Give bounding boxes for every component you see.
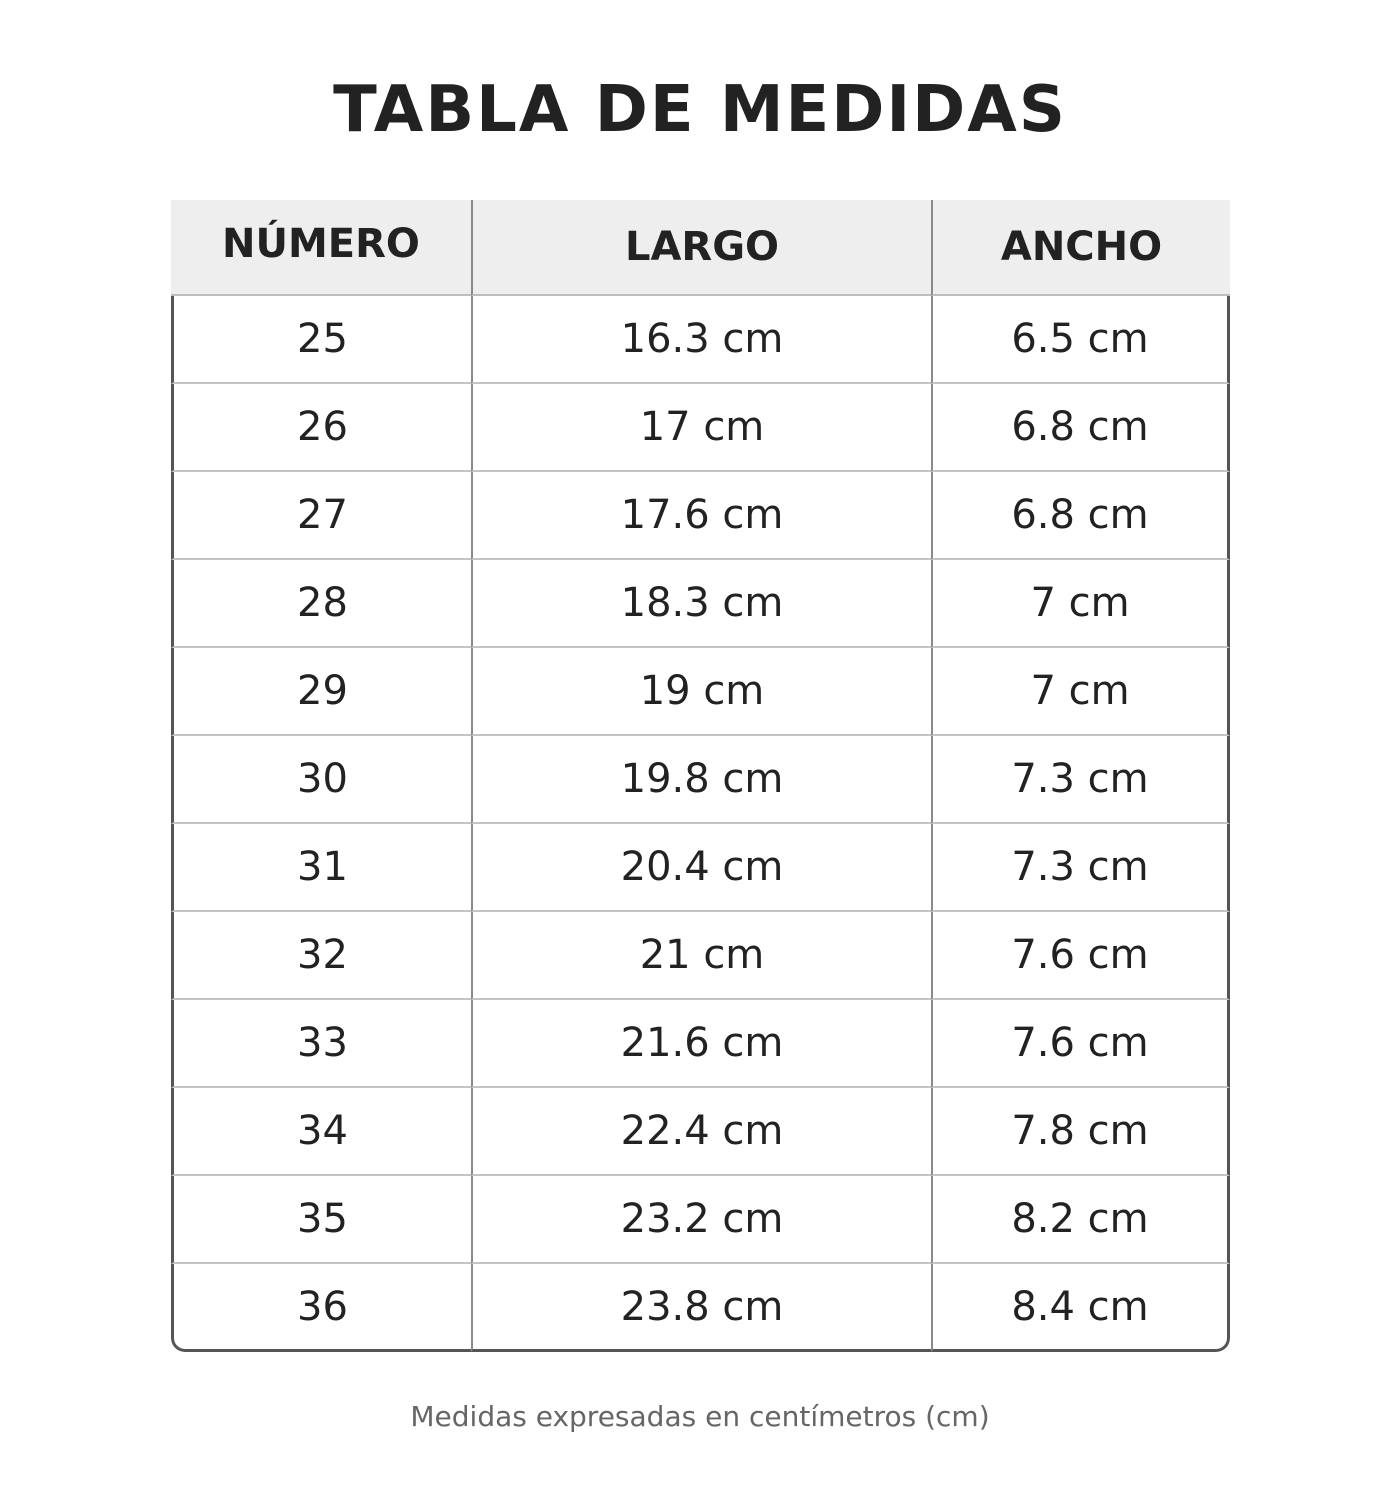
cell-ancho: 6.8 cm [931,472,1230,560]
cell-largo: 19 cm [471,648,931,736]
cell-largo: 17 cm [471,384,931,472]
cell-numero: 25 [171,296,471,384]
cell-numero: 36 [171,1264,471,1352]
cell-largo: 18.3 cm [471,560,931,648]
cell-numero: 32 [171,912,471,1000]
cell-ancho: 7.6 cm [931,912,1230,1000]
cell-largo: 19.8 cm [471,736,931,824]
footnote: Medidas expresadas en centímetros (cm) [410,1400,990,1433]
column-header-numero: NÚMERO [171,200,471,296]
cell-largo: 17.6 cm [471,472,931,560]
cell-largo: 16.3 cm [471,296,931,384]
column-header-largo: LARGO [471,200,931,296]
table-row [171,472,1230,560]
table-row [171,560,1230,648]
cell-numero: 29 [171,648,471,736]
table-row [171,1264,1230,1352]
table-row [171,296,1230,384]
cell-largo: 21.6 cm [471,1000,931,1088]
table-row [171,648,1230,736]
cell-ancho: 8.2 cm [931,1176,1230,1264]
table-row [171,912,1230,1000]
table-row [171,1088,1230,1176]
cell-numero: 30 [171,736,471,824]
page-title: TABLA DE MEDIDAS [333,73,1067,147]
cell-ancho: 7 cm [931,560,1230,648]
column-header-ancho: ANCHO [931,200,1230,296]
cell-ancho: 8.4 cm [931,1264,1230,1352]
cell-ancho: 7.3 cm [931,824,1230,912]
cell-numero: 35 [171,1176,471,1264]
cell-largo: 21 cm [471,912,931,1000]
cell-largo: 23.2 cm [471,1176,931,1264]
table-row [171,736,1230,824]
table-row [171,384,1230,472]
cell-ancho: 7 cm [931,648,1230,736]
cell-largo: 23.8 cm [471,1264,931,1352]
cell-numero: 27 [171,472,471,560]
table-body [171,296,1230,1352]
table-header [171,200,1230,296]
cell-numero: 31 [171,824,471,912]
cell-numero: 34 [171,1088,471,1176]
header-row [171,200,1230,296]
cell-ancho: 7.3 cm [931,736,1230,824]
cell-numero: 33 [171,1000,471,1088]
cell-numero: 26 [171,384,471,472]
cell-largo: 20.4 cm [471,824,931,912]
cell-ancho: 7.8 cm [931,1088,1230,1176]
table-row [171,824,1230,912]
cell-ancho: 6.8 cm [931,384,1230,472]
cell-largo: 22.4 cm [471,1088,931,1176]
size-table [171,200,1230,1352]
table-row [171,1000,1230,1088]
table-row [171,1176,1230,1264]
cell-ancho: 7.6 cm [931,1000,1230,1088]
cell-ancho: 6.5 cm [931,296,1230,384]
cell-numero: 28 [171,560,471,648]
